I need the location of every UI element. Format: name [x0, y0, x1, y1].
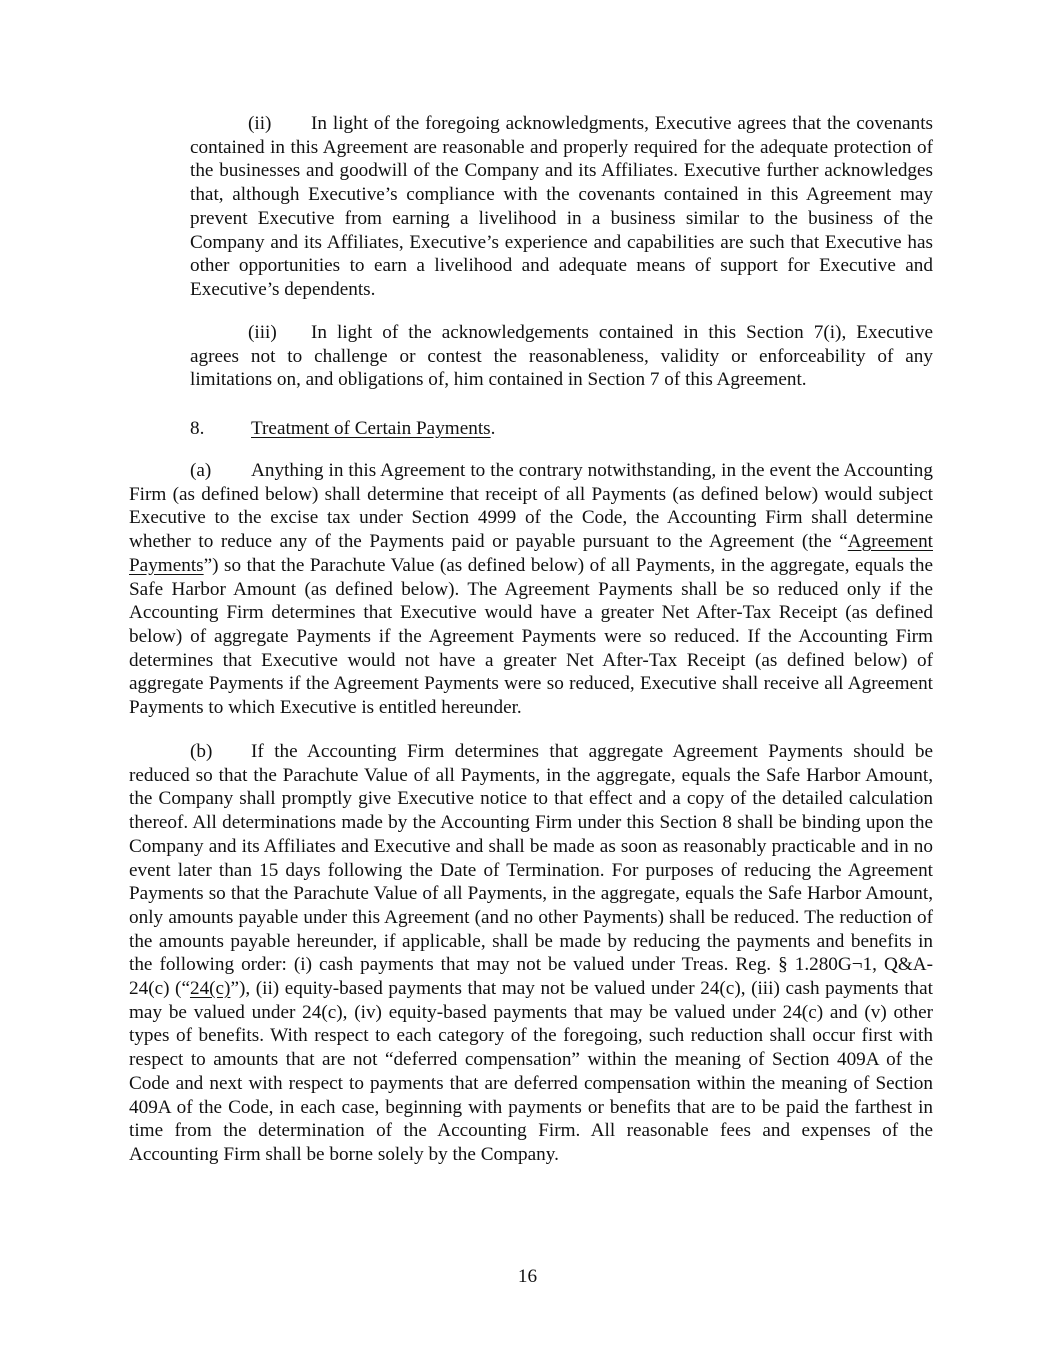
paragraph-ii — [190, 112, 933, 302]
paragraph-iii — [190, 321, 933, 392]
paragraph-b-text-1: If the Accounting Firm determines that aggregate Agreement Payments should be reduced so that the Parachute Value of all Payments, in the aggregate, equals the Safe Harbor Amount, the Company shall promptly give Executive notice to that effect and a copy of the detailed calculation thereof. All determinations made by the Accounting Firm under this Section 8 shall be binding upon the Company and its Affiliates and Executive and shall be made as soon as reasonably practicable and in no event later than 15 days following the Date of Termination. For purposes of reducing the Agreement Payments so that the Parachute Value of all Payments, in the aggregate, equals the Safe Harbor Amount, only amounts payable under this Agreement (and no other Payments) shall be reduced. The reduction of the amounts payable hereunder, if applicable, shall be made by reducing the payments and benefits in the following order: (i) cash payments that may not be valued under Treas. Reg. § 1.280G¬1, Q&A-24(c) (“ — [129, 741, 933, 1000]
section-8-title: Treatment of Certain Payments — [251, 418, 491, 439]
paragraph-a-text-2: ”) so that the Parachute Value (as defined below) of all Payments, in the aggregate, equals the Safe Harbor Amount (as defined below). The Agreement Payments shall be so reduced only if the Accounting Firm determines that Executive would have a greater Net After-Tax Receipt (as defined below) of aggregate Payments if the Agreement Payments were so reduced. If the Accounting Firm determines that Executive would not have a greater Net After-Tax Receipt (as defined below) of aggregate Payments if the Agreement Payments were so reduced, Executive shall receive all Agreement Payments to which Executive is entitled hereunder. — [129, 554, 933, 719]
paragraph-iii-label: (iii) — [248, 322, 277, 343]
section-8-number: 8. — [190, 418, 205, 439]
paragraph-b-text-2: ”), (ii) equity-based payments that may not be valued under 24(c), (iii) cash payments that may be valued under 24(c), (iv) equity-based payments that may be valued under 24(c) and (v) other types of benefits. With respect to each category of the foregoing, such reduction shall occur first with respect to amounts that are not “deferred compensation” within the meaning of Section 409A of the Code and next with respect to payments that are deferred compensation within the meaning of Section 409A of the Code, in each case, beginning with payments or benefits that are to be paid the farthest in time from the determination of the Accounting Firm. All reasonable fees and expenses of the Accounting Firm shall be borne solely by the Company. — [129, 978, 933, 1165]
paragraph-b-defined-term: 24(c) — [189, 978, 231, 1000]
paragraph-iii-text: In light of the acknowledgements contained in this Section 7(i), Executive agrees not to challenge or contest the reasonableness, validity or enforceability of any limitations on, and obligations of, him contained in Section 7 of this Agreement. — [190, 322, 933, 391]
paragraph-a-text-1: Anything in this Agreement to the contrary notwithstanding, in the event the Accounting Firm (as defined below) shall determine that receipt of all Payments (as defined below) would subject Executive to the excise tax under Section 4999 of the Code, the Accounting Firm shall determine whether to reduce any of the Payments paid or payable pursuant to the Agreement (the “ — [129, 460, 933, 553]
paragraph-a — [129, 459, 933, 720]
paragraph-b — [129, 740, 933, 1167]
paragraph-b-label: (b) — [190, 741, 213, 762]
paragraph-a-label: (a) — [190, 460, 212, 481]
paragraph-ii-label: (ii) — [248, 113, 272, 134]
section-8-title-end: . — [490, 418, 496, 439]
section-8-heading — [190, 417, 495, 441]
paragraph-a-defined-term: Agreement Payments — [129, 531, 933, 576]
page-number: 16 — [517, 1266, 538, 1287]
paragraph-ii-text: In light of the foregoing acknowledgments, Executive agrees that the covenants contained in this Agreement are reasonable and properly required for the adequate protection of the businesses and goodwill of the Company and its Affiliates. Executive further acknowledges that, although Executive’s compliance with the covenants contained in this Agreement may prevent Executive from earning a livelihood in a business similar to the business of the Company and its Affiliates, Executive’s experience and capabilities are such that Executive has other opportunities to earn a livelihood and adequate means of support for Executive and Executive’s dependents. — [190, 113, 933, 300]
